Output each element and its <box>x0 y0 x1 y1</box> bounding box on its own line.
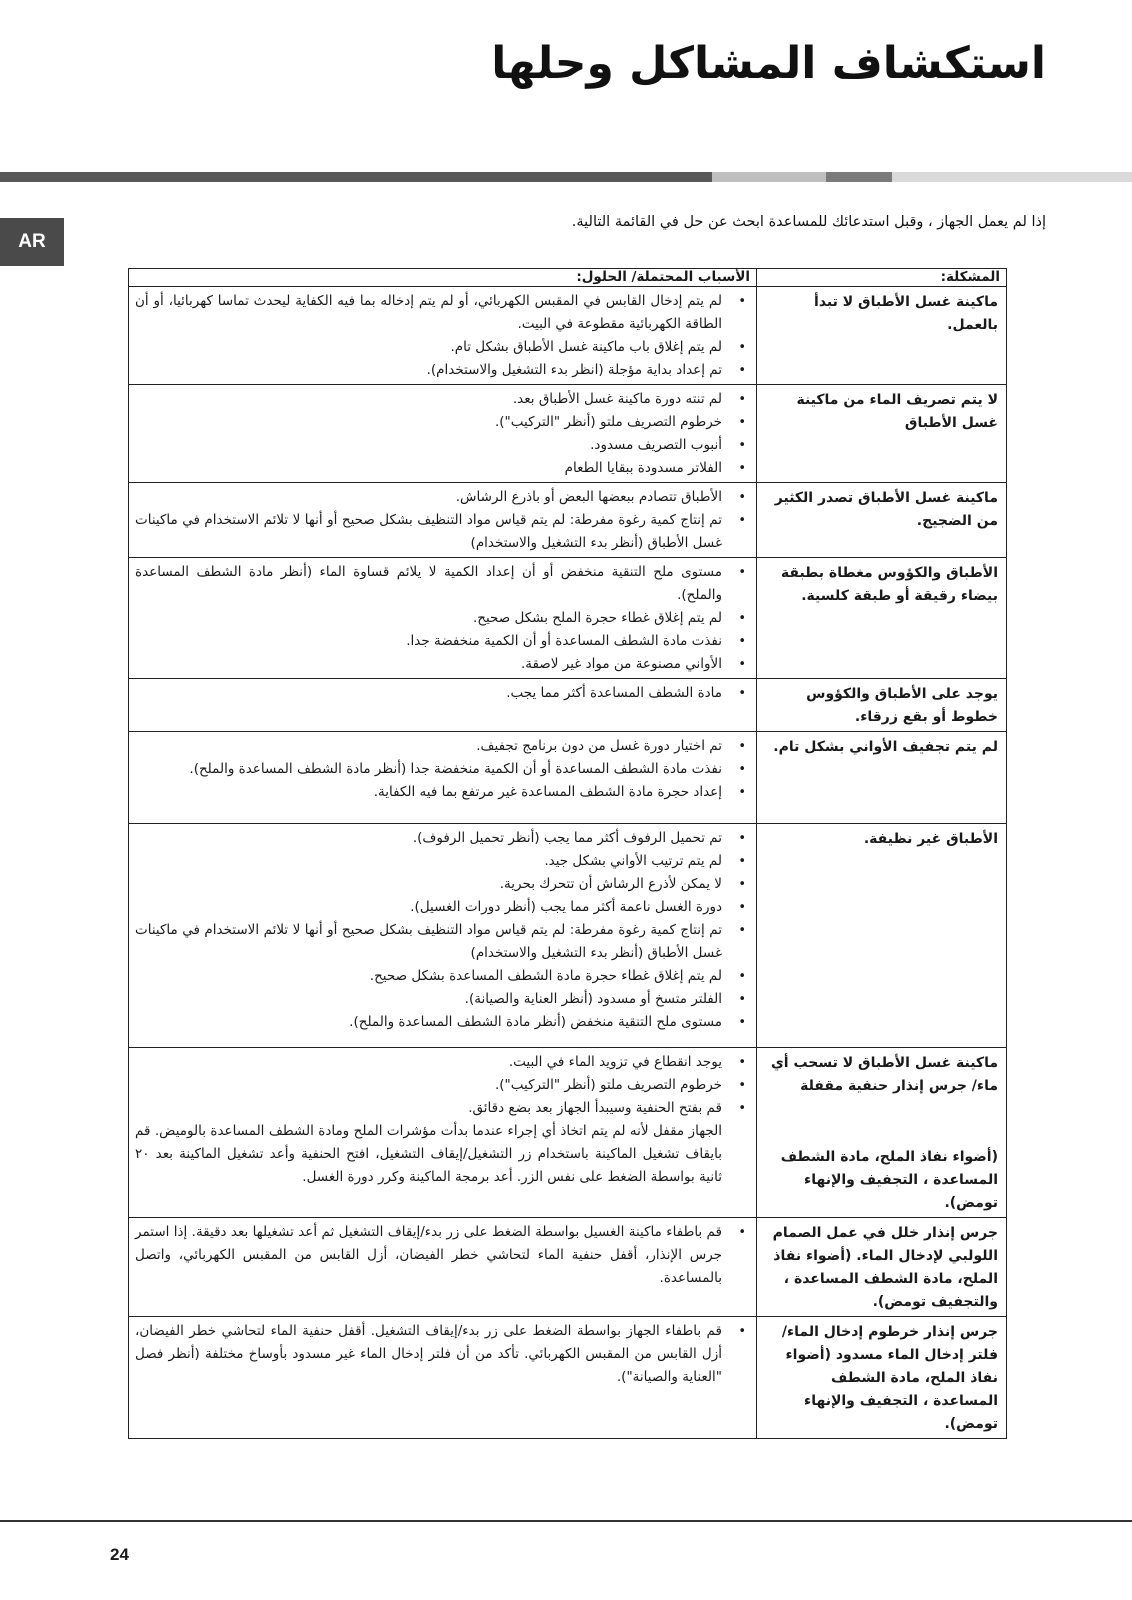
table-row <box>129 287 1007 385</box>
cause-item: • لم يتم إغلاق غطاء حجرة الملح بشكل صحيح. <box>135 607 734 630</box>
problem-cell <box>757 1317 1007 1439</box>
problem-cell <box>757 732 1007 824</box>
cause-note: الجهاز مقفل لأنه لم يتم اتخاذ أي إجراء عندما بدأت مؤشرات الملح ومادة الشطف المساعدة بالوميض. قم بايقاف تشغيل الماكينة باستخدام زر التشغيل/إيقاف التشغيل، افتح الحنفية وأعد تشغيل الماكينة بعد ٢٠ ثانية بواسطة الضغط على نفس الزر. أعد برمجة الماكينة وكرر دورة الغسل. <box>135 1123 722 1185</box>
problem-cell <box>757 1218 1007 1317</box>
table-row <box>129 483 1007 558</box>
causes-list <box>135 735 750 804</box>
table-row <box>129 385 1007 483</box>
page-title: استكشاف المشاكل وحلها <box>491 38 1046 89</box>
cause-item: • قم بفتح الحنفية وسيبدأ الجهاز بعد بضع دقائق. <box>135 1097 734 1120</box>
causes-list <box>135 682 750 705</box>
cause-item: • مستوى ملح التنقية منخفض (أنظر مادة الشطف المساعدة والملح). <box>135 1011 734 1034</box>
cause-item: • نفذت مادة الشطف المساعدة أو أن الكمية منخفضة جدا. <box>135 630 734 653</box>
table-row <box>129 558 1007 679</box>
problem-text: يوجد على الأطباق والكؤوس خطوط أو بقع زرقاء. <box>806 686 998 725</box>
problem-text: لم يتم تجفيف الأواني بشكل تام. <box>773 739 998 755</box>
causes-list <box>135 486 750 555</box>
problem-text: ماكينة غسل الأطباق لا تسحب أي ماء/ جرس إنذار حنفية مقفلة <box>770 1055 998 1094</box>
header-causes: الأسباب المحتملة/ الحلول: <box>129 269 757 287</box>
cause-item: • الفلتر متسخ أو مسدود (أنظر العناية والصيانة). <box>135 988 734 1011</box>
table-body <box>129 287 1007 1439</box>
table-row <box>129 1218 1007 1317</box>
causes-list <box>135 290 750 382</box>
cause-item: • نفذت مادة الشطف المساعدة أو أن الكمية منخفضة جدا (أنظر مادة الشطف المساعدة والملح). <box>135 758 734 781</box>
cause-item: • يوجد انقطاع في تزويد الماء في البيت. <box>135 1051 734 1074</box>
causes-cell <box>129 558 757 679</box>
cause-item: • الأطباق تتصادم ببعضها البعض أو باذرع الرشاش. <box>135 486 734 509</box>
problem-cell <box>757 287 1007 385</box>
cause-item: • قم باطفاء ماكينة الغسيل بواسطة الضغط على زر بدء/إيقاف التشغيل ثم أعد تشغيلها بعد دقيقة. إذا استمر جرس الإنذار، أقفل حنفية الماء لتحاشي خطر الفيضان، أزل القابس من المقبس الكهربائي، واتصل بالمساعدة. <box>135 1221 734 1290</box>
causes-cell <box>129 1218 757 1317</box>
footer-rule <box>0 1520 1132 1522</box>
cause-item: • إعداد حجرة مادة الشطف المساعدة غير مرتفع بما فيه الكفاية. <box>135 781 734 804</box>
cause-item: • مستوى ملح التنقية منخفض أو أن إعداد الكمية لا يلائم قساوة الماء (أنظر مادة الشطف المساعدة والملح). <box>135 561 734 607</box>
cause-item: • مادة الشطف المساعدة أكثر مما يجب. <box>135 682 734 705</box>
causes-cell <box>129 679 757 732</box>
cause-item: • خرطوم التصريف ملتو (أنظر "التركيب"). <box>135 411 734 434</box>
causes-list <box>135 388 750 480</box>
table-header-row <box>129 269 1007 287</box>
problem-text: ماكينة غسل الأطباق تصدر الكثير من الضجيج. <box>774 490 998 529</box>
problem-cell <box>757 385 1007 483</box>
problem-cell <box>757 679 1007 732</box>
troubleshooting-table <box>128 268 1007 1439</box>
cause-item: • الأواني مصنوعة من مواد غير لاصقة. <box>135 653 734 676</box>
problem-cell <box>757 558 1007 679</box>
causes-cell <box>129 1317 757 1439</box>
cause-item: • دورة الغسل ناعمة أكثر مما يجب (أنظر دورات الغسيل). <box>135 896 734 919</box>
cause-item: • لم يتم إدخال القابس في المقبس الكهربائي، أو لم يتم إدخاله بما فيه الكفاية ليحدث تماسا كهربائيا، أو أن الطاقة الكهربائية مقطوعة في البيت. <box>135 290 734 336</box>
causes-list <box>135 827 750 1034</box>
intro-text: إذا لم يعمل الجهاز ، وقبل استدعائك للمساعدة ابحث عن حل في القائمة التالية. <box>571 214 1046 230</box>
cause-item: • تم إعداد بداية مؤجلة (انظر بدء التشغيل والاستخدام). <box>135 359 734 382</box>
cause-item: • قم باطفاء الجهاز بواسطة الضغط على زر بدء/إيقاف التشغيل. أقفل حنفية الماء لتحاشي خطر الفيضان، أزل القابس من المقبس الكهربائي. تأكد من أن فلتر إدخال الماء غير مسدود بأوساخ مختلفة (أنظر فصل "العناية والصيانة"). <box>135 1320 734 1389</box>
cause-item: • تم إنتاج كمية رغوة مفرطة: لم يتم قياس مواد التنظيف بشكل صحيح أو أنها لا تلائم الاستخدام في ماكينات غسل الأطباق (أنظر بدء التشغيل والاستخدام) <box>135 509 734 555</box>
header-rule-dark <box>0 172 712 182</box>
header-rule-pale <box>892 172 1132 182</box>
language-badge: AR <box>0 218 64 266</box>
header-rule-mid <box>826 172 892 182</box>
table-row <box>129 1317 1007 1439</box>
causes-list <box>135 1051 750 1189</box>
problem-text: الأطباق غير نظيفة. <box>863 831 998 847</box>
problem-text: الأطباق والكؤوس مغطاة بطبقة بيضاء رقيقة أو طبقة كلسية. <box>780 565 998 604</box>
table-row <box>129 824 1007 1048</box>
table-row <box>129 679 1007 732</box>
causes-cell <box>129 287 757 385</box>
causes-cell <box>129 732 757 824</box>
problem-text: لا يتم تصريف الماء من ماكينة غسل الأطباق <box>796 392 998 431</box>
header-rule-light <box>712 172 826 182</box>
cause-item: • لم يتم إغلاق باب ماكينة غسل الأطباق بشكل تام. <box>135 336 734 359</box>
problem-extra-text: (أضواء نفاذ الملح، مادة الشطف المساعدة ، التجفيف والإنهاء تومض). <box>780 1149 998 1211</box>
problem-text: جرس إنذار خرطوم إدخال الماء/فلتر إدخال الماء مسدود (أضواء نفاذ الملح، مادة الشطف المساعدة ، التجفيف والإنهاء تومض). <box>781 1324 998 1432</box>
causes-list <box>135 1320 750 1389</box>
causes-list <box>135 561 750 676</box>
causes-cell <box>129 824 757 1048</box>
causes-cell <box>129 1048 757 1218</box>
causes-list <box>135 1221 750 1290</box>
table-row <box>129 732 1007 824</box>
cause-item: • تم إنتاج كمية رغوة مفرطة: لم يتم قياس مواد التنظيف بشكل صحيح أو أنها لا تلائم الاستخدام في ماكينات غسل الأطباق (أنظر بدء التشغيل والاستخدام) <box>135 919 734 965</box>
header-problem: المشكلة: <box>757 269 1007 287</box>
problem-cell <box>757 1048 1007 1218</box>
cause-item: • الفلاتر مسدودة ببقايا الطعام <box>135 457 734 480</box>
cause-item: • تم اختيار دورة غسل من دون برنامج تجفيف. <box>135 735 734 758</box>
cause-item: • أنبوب التصريف مسدود. <box>135 434 734 457</box>
table-row <box>129 1048 1007 1218</box>
cause-item: • خرطوم التصريف ملتو (أنظر "التركيب"). <box>135 1074 734 1097</box>
cause-item: • لا يمكن لأذرع الرشاش أن تتحرك بحرية. <box>135 873 734 896</box>
cause-item: • تم تحميل الرفوف أكثر مما يجب (أنظر تحميل الرفوف). <box>135 827 734 850</box>
problem-text: ماكينة غسل الأطباق لا تبدأ بالعمل. <box>814 294 998 333</box>
page-number: 24 <box>110 1545 129 1564</box>
causes-cell <box>129 483 757 558</box>
problem-cell <box>757 483 1007 558</box>
cause-item: • لم يتم ترتيب الأواني بشكل جيد. <box>135 850 734 873</box>
problem-text: جرس إنذار خلل في عمل الصمام اللولبي لإدخال الماء. (أضواء نفاذ الملح، مادة الشطف المساعدة ، والتجفيف تومض). <box>772 1225 998 1310</box>
problem-cell <box>757 824 1007 1048</box>
cause-item: • لم يتم إغلاق غطاء حجرة مادة الشطف المساعدة بشكل صحيح. <box>135 965 734 988</box>
cause-item: • لم تنته دورة ماكينة غسل الأطباق بعد. <box>135 388 734 411</box>
causes-cell <box>129 385 757 483</box>
